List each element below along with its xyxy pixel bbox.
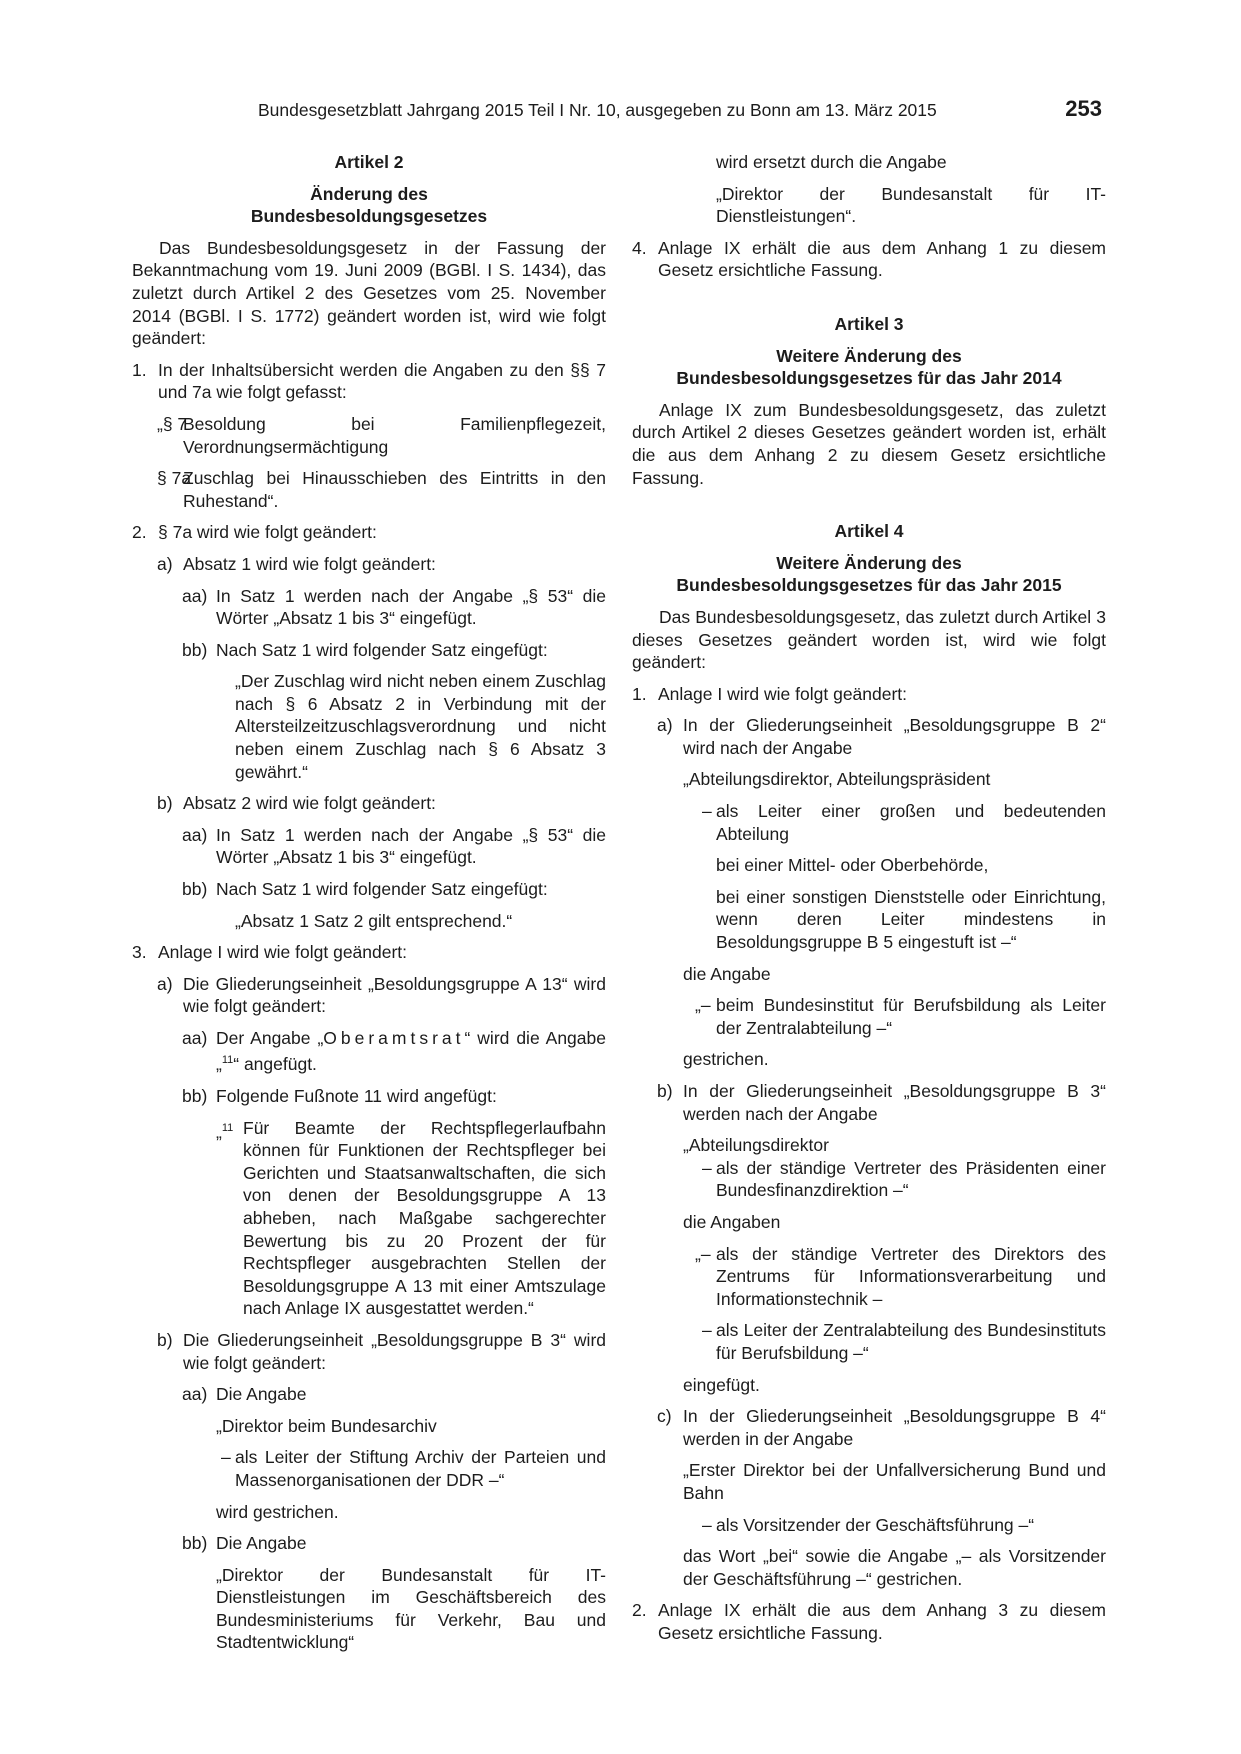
list-item-r1b	[632, 1080, 1106, 1125]
article-3-heading: Artikel 3	[834, 313, 904, 334]
quoted-line: bei einer sonstigen Dienststelle oder Einrichtung, wenn deren Leiter mindestens in Besoldungsgruppe B 5 eingestuft ist –“	[716, 886, 1106, 953]
list-item-3b-aa	[132, 1383, 606, 1406]
paragraph-text: Besoldung bei Familienpflegezeit, Verordnungsermächtigung	[183, 413, 606, 457]
closing-text: gestrichen.	[683, 1049, 769, 1070]
quoted-entry: „Erster Direktor bei der Unfallversicherung Bund und Bahn	[683, 1460, 1106, 1503]
quoted-entry: „Direktor beim Bundesarchiv	[216, 1415, 437, 1436]
list-item-2a-aa	[132, 585, 606, 630]
list-label: c)	[657, 1406, 672, 1427]
list-label: aa)	[182, 585, 208, 606]
dash-text: als Leiter einer großen und bedeutenden Abteilung	[716, 801, 1106, 844]
paragraph-text: Zuschlag bei Hinausschieben des Eintritts in den Ruhestand“.	[183, 468, 606, 511]
footnote-text: Für Beamte der Rechtspflegerlaufbahn können für Funktionen der Rechtspfleger bei Gerichten und Staatsanwaltschaften, die sich von denen der Besoldungsgruppe A 13 abheben, nach Maßgabe sachgerechter Bewertung bis zu 20 Prozent der für Rechtspfleger ausgebrachten Stellen der Besoldungsgruppe A 13 mit einer Amtszulage nach Anlage IX ausgestattet werden.“	[243, 1117, 606, 1319]
list-item-1	[132, 359, 606, 404]
dash-text: als Leiter der Zentralabteilung des Bundesinstituts für Berufsbildung –“	[716, 1320, 1106, 1363]
text-fragment: “ angefügt.	[233, 1054, 317, 1075]
dash-marker: –	[702, 801, 712, 822]
quoted-entry: „Abteilungsdirektor, Abteilungspräsident	[683, 769, 991, 790]
article-3-text: Anlage IX zum Bundesbesoldungsgesetz, das zuletzt durch Artikel 2 dieses Gesetzes geändert worden ist, erhält die aus dem Anhang 2 zu diesem Gesetz ersichtliche Fassung.	[632, 399, 1106, 488]
quoted-entry: „Direktor der Bundesanstalt für IT-Dienstleistungen im Geschäftsbereich des Bundesministeriums für Verkehr, Bau und Stadtentwicklung“	[216, 1564, 606, 1653]
list-text: Anlage IX erhält die aus dem Anhang 3 zu diesem Gesetz ersichtliche Fassung.	[658, 1600, 1106, 1643]
list-label: aa)	[182, 824, 208, 845]
list-label: b)	[657, 1081, 673, 1101]
footnote-quote	[132, 1117, 606, 1320]
list-item-2a-bb	[132, 639, 606, 662]
list-label: bb)	[182, 1533, 208, 1554]
list-text: In Satz 1 werden nach der Angabe „§ 53“ die Wörter „Absatz 1 bis 3“ eingefügt.	[216, 585, 606, 629]
list-label: a)	[657, 715, 673, 736]
dash-marker: „–	[695, 1243, 711, 1264]
connector-text: die Angabe	[683, 963, 771, 984]
article-2-title	[132, 183, 606, 228]
article-4-title-line-1: Weitere Änderung des	[776, 552, 962, 573]
paragraph-label: „§ 7	[157, 413, 188, 434]
closing-text: eingefügt.	[683, 1374, 760, 1395]
list-text	[216, 1028, 606, 1074]
list-item-2b	[132, 792, 606, 815]
list-item-3	[132, 941, 606, 964]
continued-text: wird ersetzt durch die Angabe	[716, 152, 947, 172]
list-item-2b-aa	[132, 824, 606, 869]
list-item-2	[132, 521, 606, 544]
quote-paragraph-7	[132, 413, 606, 458]
list-item-3a	[132, 973, 606, 1018]
list-text: Anlage IX erhält die aus dem Anhang 1 zu diesem Gesetz ersichtliche Fassung.	[658, 237, 1106, 281]
list-label: aa)	[182, 1384, 208, 1405]
quote-mark: „	[216, 1121, 222, 1142]
list-label: b)	[157, 793, 173, 814]
list-item-4	[632, 237, 1106, 282]
footnote-marker: 11	[221, 1054, 234, 1067]
list-label: bb)	[182, 1086, 208, 1107]
list-item-r1c	[632, 1405, 1106, 1450]
list-item-3a-bb	[132, 1085, 606, 1108]
dash-text: als Leiter der Stiftung Archiv der Parteien und Massenorganisationen der DDR –“	[235, 1447, 606, 1490]
list-text: Absatz 2 wird wie folgt geändert:	[183, 793, 436, 814]
article-2-title-line-1: Änderung des	[310, 183, 428, 204]
page-header	[0, 96, 1241, 124]
article-3-title-line-1: Weitere Änderung des	[776, 345, 962, 366]
list-label: 2.	[632, 1600, 647, 1621]
dash-text: als Vorsitzender der Geschäftsführung –“	[716, 1514, 1035, 1535]
quoted-entry: „Abteilungsdirektor	[683, 1135, 829, 1156]
paragraph-label: § 7a	[157, 468, 192, 489]
text-fragment: “ wird die Angabe „	[216, 1028, 606, 1075]
list-label: 2.	[132, 522, 147, 543]
list-text: In der Gliederungseinheit „Besoldungsgruppe B 2“ wird nach der Angabe	[683, 715, 1106, 758]
list-text: Folgende Fußnote 11 wird angefügt:	[216, 1086, 497, 1107]
article-4-heading: Artikel 4	[834, 521, 904, 542]
list-label: 3.	[132, 942, 147, 963]
quoted-entry: „Direktor der Bundesanstalt für IT-Dienstleistungen“.	[716, 183, 1106, 227]
dash-text: als der ständige Vertreter des Direktors des Zentrums für Informationsverarbeitung und Informationstechnik –	[716, 1243, 1106, 1309]
article-2-intro: Das Bundesbesoldungsgesetz in der Fassung der Bekanntmachung vom 19. Juni 2009 (BGBl. I S. 1434), das zuletzt durch Artikel 2 des Gesetzes vom 25. November 2014 (BGBl. I S. 1772) geändert worden ist, wird wie folgt geändert:	[132, 237, 606, 349]
list-item-r1a	[632, 714, 1106, 759]
dash-marker: –	[702, 1320, 712, 1341]
closing-text: das Wort „bei“ sowie die Angabe „– als Vorsitzender der Geschäftsführung –“ gestrichen.	[683, 1546, 1106, 1589]
list-label: 1.	[132, 359, 147, 380]
quoted-dash-entry	[632, 994, 1106, 1039]
list-text: Absatz 1 wird wie folgt geändert:	[183, 553, 436, 574]
list-label: bb)	[182, 639, 208, 660]
list-text: In der Gliederungseinheit „Besoldungsgruppe B 4“ werden in der Angabe	[683, 1406, 1106, 1449]
list-text: Die Angabe	[216, 1533, 307, 1554]
dash-marker: –	[221, 1447, 231, 1468]
dash-text: beim Bundesinstitut für Berufsbildung als Leiter der Zentralabteilung –“	[716, 995, 1106, 1038]
article-3-title	[632, 345, 1106, 390]
dash-marker: –	[702, 1514, 712, 1535]
list-text: Nach Satz 1 wird folgender Satz eingefügt:	[216, 639, 548, 660]
article-4-title	[632, 552, 1106, 597]
list-item-3b	[132, 1329, 606, 1374]
article-2-title-line-2: Bundesbesoldungsgesetzes	[250, 206, 488, 227]
list-label: 4.	[632, 237, 647, 258]
list-item-2a	[132, 553, 606, 576]
article-4-intro: Das Bundesbesoldungsgesetz, das zuletzt durch Artikel 3 dieses Gesetzes geändert worden ist, wird wie folgt geändert:	[632, 606, 1106, 673]
quoted-sentence: „Absatz 1 Satz 2 gilt entsprechend.“	[235, 910, 513, 931]
quoted-dash-entry	[632, 1157, 1106, 1202]
quoted-dash-entry	[132, 1446, 606, 1491]
dash-text: als der ständige Vertreter des Präsidenten einer Bundesfinanzdirektion –“	[716, 1157, 1106, 1201]
list-item-3b-bb	[132, 1532, 606, 1555]
quote-paragraph-7a	[132, 467, 606, 512]
left-column	[132, 151, 606, 1663]
list-text: Anlage I wird wie folgt geändert:	[158, 942, 408, 963]
footnote-label	[216, 1117, 233, 1143]
list-text: Nach Satz 1 wird folgender Satz eingefügt:	[216, 879, 548, 900]
list-text: Die Gliederungseinheit „Besoldungsgruppe B 3“ wird wie folgt geändert:	[183, 1329, 606, 1373]
connector-text: die Angaben	[683, 1211, 781, 1232]
article-3-title-line-2: Bundesbesoldungsgesetzes für das Jahr 2014	[676, 368, 1062, 389]
list-item-2b-bb	[132, 878, 606, 901]
article-2-heading: Artikel 2	[334, 152, 404, 172]
quoted-dash-entry	[632, 1243, 1106, 1311]
quoted-dash-entry	[632, 1514, 1106, 1537]
running-header: Bundesgesetzblatt Jahrgang 2015 Teil I Nr. 10, ausgegeben zu Bonn am 13. März 2015	[258, 100, 937, 120]
quoted-dash-entry	[632, 1319, 1106, 1364]
list-text: § 7a wird wie folgt geändert:	[158, 522, 377, 543]
list-text: Die Gliederungseinheit „Besoldungsgruppe A 13“ wird wie folgt geändert:	[183, 973, 606, 1017]
list-label: bb)	[182, 879, 208, 900]
list-text: Anlage I wird wie folgt geändert:	[658, 683, 908, 704]
dash-marker: „–	[695, 995, 711, 1016]
list-text: Die Angabe	[216, 1384, 307, 1405]
list-label: 1.	[632, 683, 647, 704]
article-4-title-line-2: Bundesbesoldungsgesetzes für das Jahr 2015	[676, 575, 1062, 596]
list-item-3a-aa	[132, 1027, 606, 1076]
list-label: a)	[157, 973, 173, 994]
list-label: aa)	[182, 1028, 208, 1048]
quoted-sentence: „Der Zuschlag wird nicht neben einem Zuschlag nach § 6 Absatz 2 in Verbindung mit der Altersteilzeitzuschlagsverordnung und nicht neben einem Zuschlag nach § 6 Absatz 3 gewährt.“	[235, 671, 606, 782]
quoted-line: bei einer Mittel- oder Oberbehörde,	[716, 855, 989, 876]
list-text: In Satz 1 werden nach der Angabe „§ 53“ die Wörter „Absatz 1 bis 3“ eingefügt.	[216, 824, 606, 868]
list-label: a)	[157, 553, 173, 574]
list-text: In der Gliederungseinheit „Besoldungsgruppe B 3“ werden nach der Angabe	[683, 1081, 1106, 1124]
text-fragment: Der Angabe „	[216, 1028, 324, 1048]
list-item-r2	[632, 1599, 1106, 1644]
dash-marker: –	[702, 1157, 712, 1178]
page-number: 253	[1065, 96, 1102, 121]
spaced-word: Oberamtsrat	[323, 1028, 465, 1048]
right-column	[632, 151, 1106, 1653]
footnote-number: 11	[221, 1121, 234, 1134]
quoted-dash-entry	[632, 800, 1106, 845]
list-text: In der Inhaltsübersicht werden die Angaben zu den §§ 7 und 7a wie folgt gefasst:	[158, 359, 606, 403]
closing-text: wird gestrichen.	[216, 1501, 339, 1522]
list-item-r1	[632, 683, 1106, 706]
list-label: b)	[157, 1329, 173, 1350]
